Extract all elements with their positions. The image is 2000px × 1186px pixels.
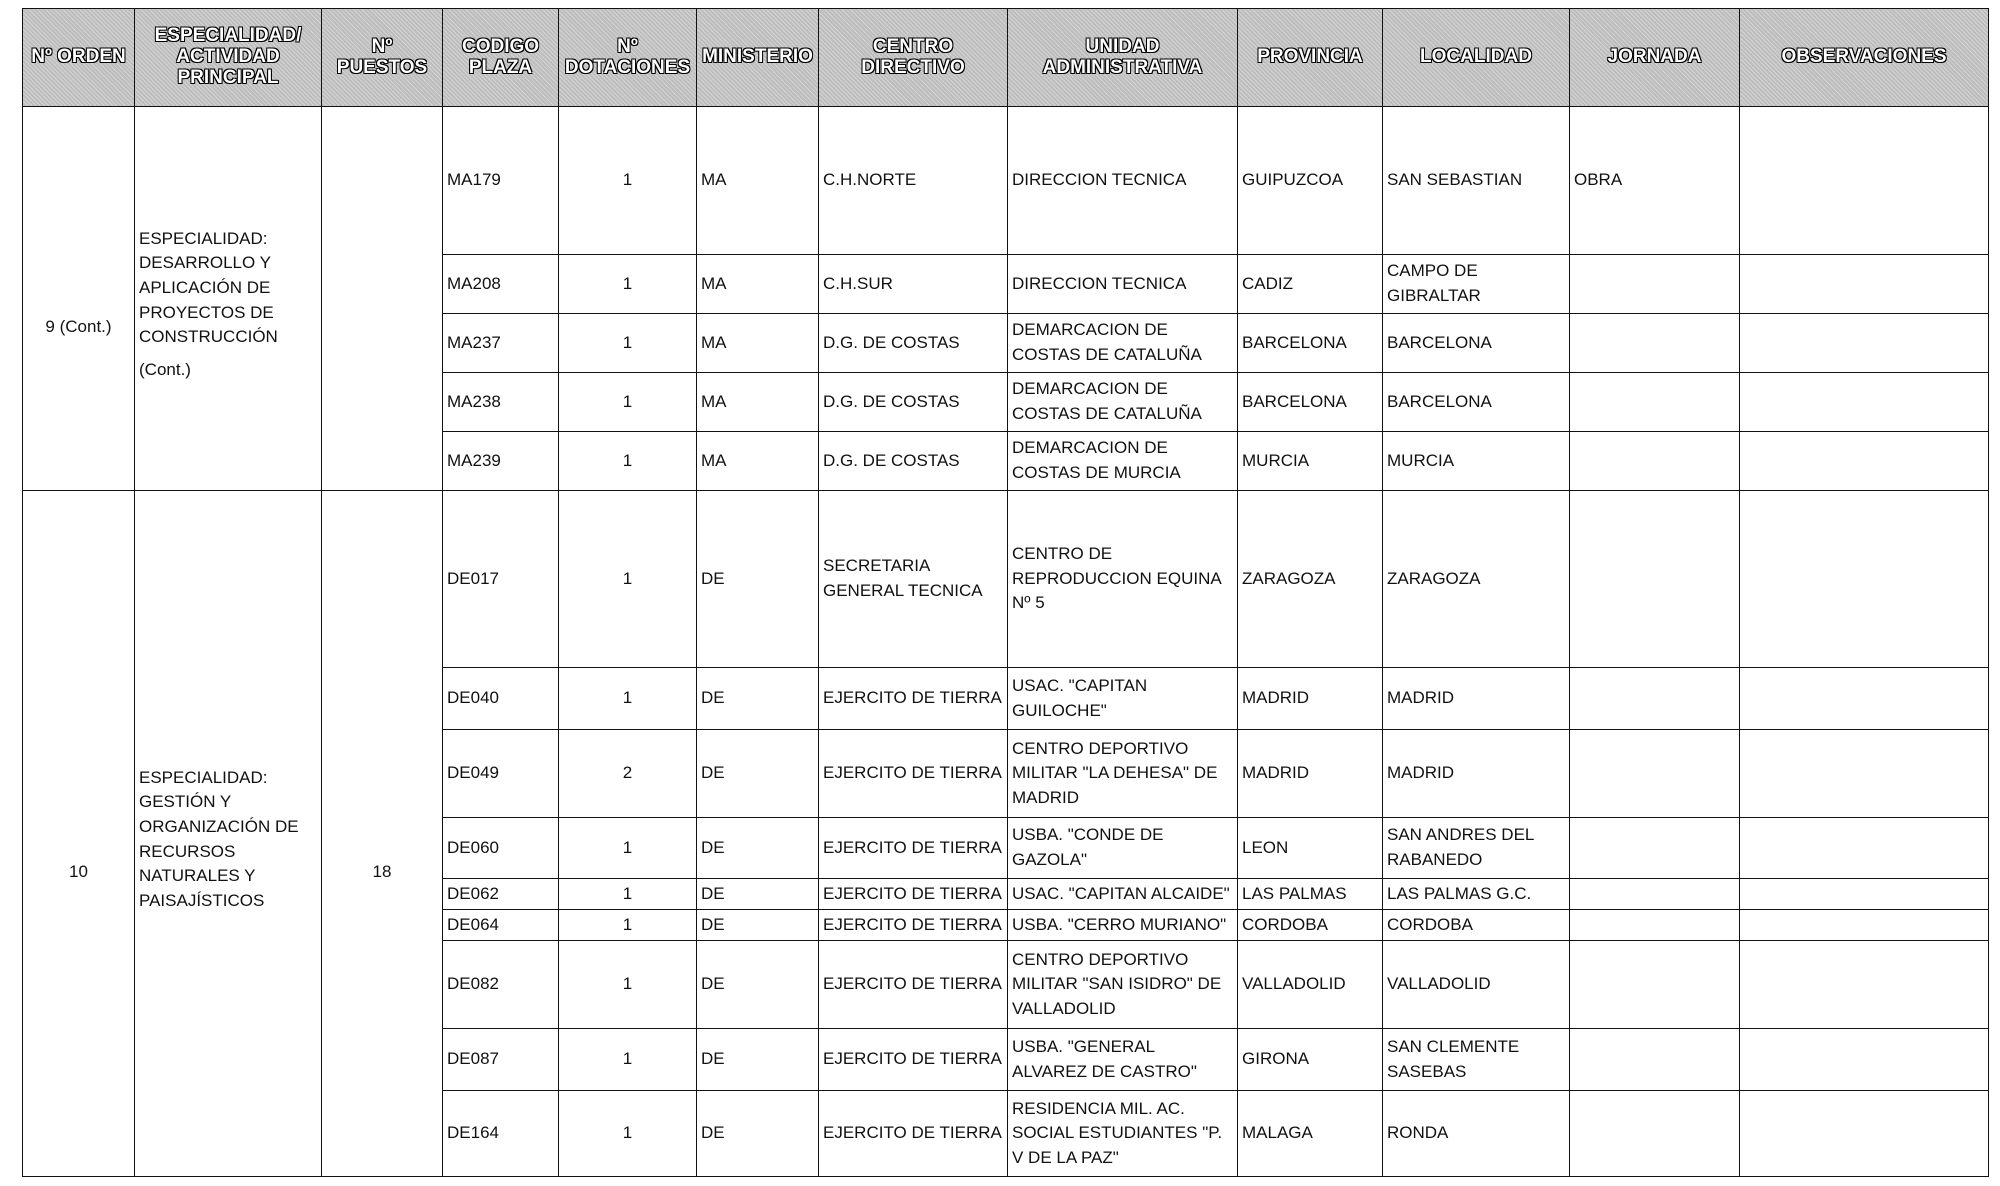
localidad-cell: VALLADOLID bbox=[1383, 941, 1570, 1029]
observaciones-cell bbox=[1740, 730, 1989, 818]
jornada-cell bbox=[1570, 491, 1740, 668]
codigo-cell: DE164 bbox=[443, 1091, 559, 1177]
provincia-cell: BARCELONA bbox=[1238, 314, 1383, 373]
header-orden: Nº ORDEN bbox=[23, 9, 135, 107]
ministerio-cell: MA bbox=[697, 373, 819, 432]
dotaciones-cell: 1 bbox=[559, 879, 697, 910]
dotaciones-cell: 2 bbox=[559, 730, 697, 818]
unidad-cell: DEMARCACION DE COSTAS DE CATALUÑA bbox=[1008, 314, 1238, 373]
header-row bbox=[23, 9, 1989, 107]
ministerio-cell: DE bbox=[697, 491, 819, 668]
observaciones-cell bbox=[1740, 432, 1989, 491]
centro-cell: EJERCITO DE TIERRA bbox=[819, 730, 1008, 818]
localidad-cell: MADRID bbox=[1383, 730, 1570, 818]
centro-cell: C.H.NORTE bbox=[819, 107, 1008, 255]
centro-cell: EJERCITO DE TIERRA bbox=[819, 941, 1008, 1029]
unidad-cell: USAC. "CAPITAN GUILOCHE" bbox=[1008, 668, 1238, 730]
observaciones-cell bbox=[1740, 1091, 1989, 1177]
centro-cell: EJERCITO DE TIERRA bbox=[819, 818, 1008, 879]
dotaciones-cell: 1 bbox=[559, 818, 697, 879]
especialidad-text: ESPECIALIDAD: GESTIÓN Y ORGANIZACIÓN DE RECURSOS NATURALES Y PAISAJÍSTICOS bbox=[139, 767, 299, 910]
codigo-cell: DE087 bbox=[443, 1029, 559, 1091]
dotaciones-cell: 1 bbox=[559, 668, 697, 730]
header-provincia: PROVINCIA bbox=[1238, 9, 1383, 107]
localidad-cell: CAMPO DE GIBRALTAR bbox=[1383, 255, 1570, 314]
provincia-cell: MURCIA bbox=[1238, 432, 1383, 491]
unidad-cell: CENTRO DE REPRODUCCION EQUINA Nº 5 bbox=[1008, 491, 1238, 668]
header-observaciones: OBSERVACIONES bbox=[1740, 9, 1989, 107]
header-puestos: Nº PUESTOS bbox=[322, 9, 443, 107]
unidad-cell: RESIDENCIA MIL. AC. SOCIAL ESTUDIANTES "P. V DE LA PAZ" bbox=[1008, 1091, 1238, 1177]
dotaciones-cell: 1 bbox=[559, 941, 697, 1029]
dotaciones-cell: 1 bbox=[559, 1091, 697, 1177]
provincia-cell: GUIPUZCOA bbox=[1238, 107, 1383, 255]
jornada-cell bbox=[1570, 314, 1740, 373]
provincia-cell: CORDOBA bbox=[1238, 910, 1383, 941]
provincia-cell: LEON bbox=[1238, 818, 1383, 879]
puestos-cell bbox=[322, 107, 443, 491]
centro-cell: D.G. DE COSTAS bbox=[819, 314, 1008, 373]
codigo-cell: MA239 bbox=[443, 432, 559, 491]
unidad-cell: DEMARCACION DE COSTAS DE MURCIA bbox=[1008, 432, 1238, 491]
codigo-cell: MA179 bbox=[443, 107, 559, 255]
ministerio-cell: DE bbox=[697, 941, 819, 1029]
jornada-cell bbox=[1570, 910, 1740, 941]
codigo-cell: DE062 bbox=[443, 879, 559, 910]
provincia-cell: ZARAGOZA bbox=[1238, 491, 1383, 668]
dotaciones-cell: 1 bbox=[559, 910, 697, 941]
provincia-cell: MADRID bbox=[1238, 730, 1383, 818]
observaciones-cell bbox=[1740, 818, 1989, 879]
observaciones-cell bbox=[1740, 1029, 1989, 1091]
centro-cell: C.H.SUR bbox=[819, 255, 1008, 314]
jornada-cell bbox=[1570, 1091, 1740, 1177]
centro-cell: D.G. DE COSTAS bbox=[819, 432, 1008, 491]
centro-cell: EJERCITO DE TIERRA bbox=[819, 1029, 1008, 1091]
observaciones-cell bbox=[1740, 255, 1989, 314]
ministerio-cell: DE bbox=[697, 879, 819, 910]
jornada-cell: OBRA bbox=[1570, 107, 1740, 255]
ministerio-cell: DE bbox=[697, 910, 819, 941]
dotaciones-cell: 1 bbox=[559, 432, 697, 491]
unidad-cell: USAC. "CAPITAN ALCAIDE" bbox=[1008, 879, 1238, 910]
jornada-cell bbox=[1570, 255, 1740, 314]
orden-cell: 9 (Cont.) bbox=[23, 107, 135, 491]
ministerio-cell: DE bbox=[697, 1091, 819, 1177]
localidad-cell: LAS PALMAS G.C. bbox=[1383, 879, 1570, 910]
centro-cell: EJERCITO DE TIERRA bbox=[819, 1091, 1008, 1177]
localidad-cell: RONDA bbox=[1383, 1091, 1570, 1177]
provincia-cell: CADIZ bbox=[1238, 255, 1383, 314]
especialidad-text: ESPECIALIDAD: DESARROLLO Y APLICACIÓN DE PROYECTOS DE CONSTRUCCIÓN bbox=[139, 228, 278, 347]
puestos-cell: 18 bbox=[322, 491, 443, 1177]
jornada-cell bbox=[1570, 941, 1740, 1029]
especialidad-cell bbox=[135, 107, 322, 491]
localidad-cell: SAN ANDRES DEL RABANEDO bbox=[1383, 818, 1570, 879]
jornada-cell bbox=[1570, 668, 1740, 730]
table-row bbox=[23, 107, 1989, 255]
localidad-cell: CORDOBA bbox=[1383, 910, 1570, 941]
header-unidad: UNIDAD ADMINISTRATIVA bbox=[1008, 9, 1238, 107]
centro-cell: EJERCITO DE TIERRA bbox=[819, 910, 1008, 941]
header-jornada: JORNADA bbox=[1570, 9, 1740, 107]
centro-cell: EJERCITO DE TIERRA bbox=[819, 668, 1008, 730]
header-codigo: CODIGO PLAZA bbox=[443, 9, 559, 107]
jornada-cell bbox=[1570, 432, 1740, 491]
provincia-cell: MALAGA bbox=[1238, 1091, 1383, 1177]
jornada-cell bbox=[1570, 373, 1740, 432]
header-especialidad: ESPECIALIDAD/ ACTIVIDAD PRINCIPAL bbox=[135, 9, 322, 107]
provincia-cell: VALLADOLID bbox=[1238, 941, 1383, 1029]
unidad-cell: USBA. "CERRO MURIANO" bbox=[1008, 910, 1238, 941]
unidad-cell: USBA. "CONDE DE GAZOLA" bbox=[1008, 818, 1238, 879]
dotaciones-cell: 1 bbox=[559, 1029, 697, 1091]
jornada-cell bbox=[1570, 730, 1740, 818]
codigo-cell: DE017 bbox=[443, 491, 559, 668]
unidad-cell: DIRECCION TECNICA bbox=[1008, 107, 1238, 255]
localidad-cell: ZARAGOZA bbox=[1383, 491, 1570, 668]
codigo-cell: DE049 bbox=[443, 730, 559, 818]
ministerio-cell: DE bbox=[697, 668, 819, 730]
header-ministerio: MINISTERIO bbox=[697, 9, 819, 107]
observaciones-cell bbox=[1740, 314, 1989, 373]
codigo-cell: MA237 bbox=[443, 314, 559, 373]
provincia-cell: BARCELONA bbox=[1238, 373, 1383, 432]
ministerio-cell: MA bbox=[697, 107, 819, 255]
unidad-cell: CENTRO DEPORTIVO MILITAR "SAN ISIDRO" DE VALLADOLID bbox=[1008, 941, 1238, 1029]
codigo-cell: DE064 bbox=[443, 910, 559, 941]
jornada-cell bbox=[1570, 818, 1740, 879]
especialidad-cell bbox=[135, 491, 322, 1177]
localidad-cell: BARCELONA bbox=[1383, 314, 1570, 373]
unidad-cell: USBA. "GENERAL ALVAREZ DE CASTRO" bbox=[1008, 1029, 1238, 1091]
codigo-cell: DE060 bbox=[443, 818, 559, 879]
unidad-cell: DEMARCACION DE COSTAS DE CATALUÑA bbox=[1008, 373, 1238, 432]
localidad-cell: MURCIA bbox=[1383, 432, 1570, 491]
dotaciones-cell: 1 bbox=[559, 491, 697, 668]
codigo-cell: MA208 bbox=[443, 255, 559, 314]
table-row bbox=[23, 491, 1989, 668]
header-localidad: LOCALIDAD bbox=[1383, 9, 1570, 107]
ministerio-cell: MA bbox=[697, 314, 819, 373]
observaciones-cell bbox=[1740, 879, 1989, 910]
codigo-cell: DE082 bbox=[443, 941, 559, 1029]
header-centro: CENTRO DIRECTIVO bbox=[819, 9, 1008, 107]
localidad-cell: MADRID bbox=[1383, 668, 1570, 730]
observaciones-cell bbox=[1740, 491, 1989, 668]
unidad-cell: CENTRO DEPORTIVO MILITAR "LA DEHESA" DE MADRID bbox=[1008, 730, 1238, 818]
ministerio-cell: DE bbox=[697, 730, 819, 818]
header-dotaciones: Nº DOTACIONES bbox=[559, 9, 697, 107]
ministerio-cell: DE bbox=[697, 1029, 819, 1091]
orden-cell: 10 bbox=[23, 491, 135, 1177]
provincia-cell: LAS PALMAS bbox=[1238, 879, 1383, 910]
jornada-cell bbox=[1570, 879, 1740, 910]
observaciones-cell bbox=[1740, 941, 1989, 1029]
observaciones-cell bbox=[1740, 107, 1989, 255]
observaciones-cell bbox=[1740, 373, 1989, 432]
provincia-cell: GIRONA bbox=[1238, 1029, 1383, 1091]
jornada-cell bbox=[1570, 1029, 1740, 1091]
centro-cell: D.G. DE COSTAS bbox=[819, 373, 1008, 432]
localidad-cell: SAN CLEMENTE SASEBAS bbox=[1383, 1029, 1570, 1091]
observaciones-cell bbox=[1740, 910, 1989, 941]
plazas-table bbox=[22, 8, 1989, 1177]
localidad-cell: BARCELONA bbox=[1383, 373, 1570, 432]
especialidad-note: (Cont.) bbox=[139, 359, 191, 379]
codigo-cell: MA238 bbox=[443, 373, 559, 432]
dotaciones-cell: 1 bbox=[559, 107, 697, 255]
codigo-cell: DE040 bbox=[443, 668, 559, 730]
ministerio-cell: MA bbox=[697, 255, 819, 314]
observaciones-cell bbox=[1740, 668, 1989, 730]
localidad-cell: SAN SEBASTIAN bbox=[1383, 107, 1570, 255]
ministerio-cell: MA bbox=[697, 432, 819, 491]
ministerio-cell: DE bbox=[697, 818, 819, 879]
dotaciones-cell: 1 bbox=[559, 314, 697, 373]
unidad-cell: DIRECCION TECNICA bbox=[1008, 255, 1238, 314]
provincia-cell: MADRID bbox=[1238, 668, 1383, 730]
centro-cell: SECRETARIA GENERAL TECNICA bbox=[819, 491, 1008, 668]
dotaciones-cell: 1 bbox=[559, 255, 697, 314]
centro-cell: EJERCITO DE TIERRA bbox=[819, 879, 1008, 910]
dotaciones-cell: 1 bbox=[559, 373, 697, 432]
